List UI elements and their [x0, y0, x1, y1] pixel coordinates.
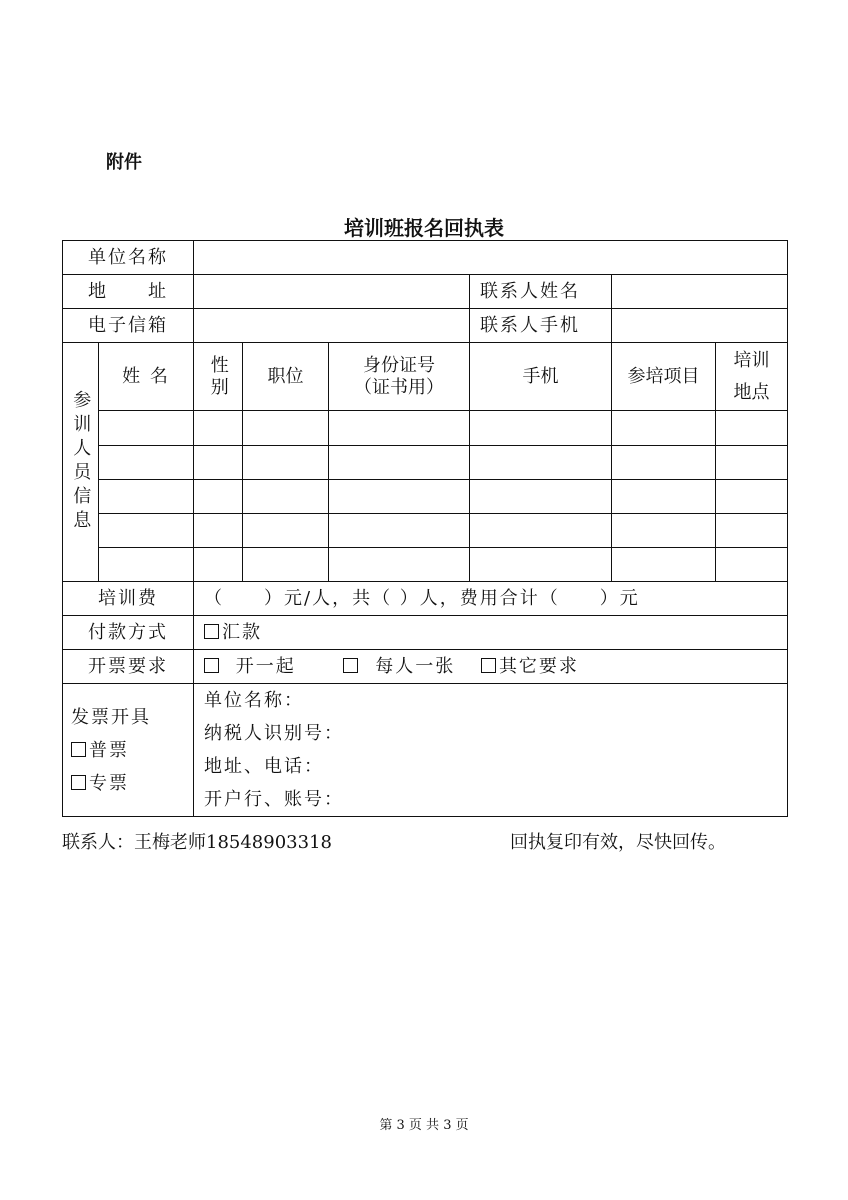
- form-title: 培训班报名回执表: [344, 216, 504, 240]
- participant-position-cell[interactable]: [243, 514, 329, 548]
- participant-project-cell[interactable]: [612, 411, 716, 446]
- participant-gender-cell[interactable]: [194, 411, 243, 446]
- participant-phone-cell[interactable]: [470, 446, 612, 480]
- email-field[interactable]: [194, 309, 470, 343]
- invoice-tax-id-label: 纳税人识别号：: [204, 723, 344, 744]
- participant-row: [63, 480, 788, 514]
- invoice-address-phone-label: 地址、电话：: [204, 756, 324, 777]
- other-requirement-label: 其它要求: [498, 655, 579, 677]
- participant-row: [63, 411, 788, 446]
- header-gender: [194, 343, 243, 411]
- invoice-req-label: 开票要求: [63, 650, 194, 684]
- participant-id-cell[interactable]: [329, 548, 470, 582]
- registration-form-table: [62, 240, 788, 817]
- participant-phone-cell[interactable]: [470, 548, 612, 582]
- participant-name-cell[interactable]: [99, 514, 194, 548]
- combined-invoice-label: 开一起: [235, 655, 296, 677]
- attachment-label: 附件: [106, 152, 142, 173]
- invoice-type-cell: [63, 684, 194, 817]
- contact-name-label: 联系人姓名: [470, 275, 612, 309]
- invoice-type-label: 发票开具: [71, 706, 151, 728]
- payment-options: [194, 616, 788, 650]
- footer-note: 回执复印有效，尽快回传。: [510, 832, 726, 853]
- header-position: 职位: [243, 343, 329, 411]
- participant-name-cell[interactable]: [99, 548, 194, 582]
- page-number: 第 3 页 共 3 页: [379, 1118, 469, 1133]
- participant-location-cell[interactable]: [716, 480, 788, 514]
- header-project: 参培项目: [612, 343, 716, 411]
- header-gender-text: 性别: [207, 354, 229, 399]
- participant-location-cell[interactable]: [716, 411, 788, 446]
- combined-invoice-checkbox[interactable]: [204, 658, 219, 673]
- participant-name-cell[interactable]: [99, 446, 194, 480]
- participant-project-cell[interactable]: [612, 480, 716, 514]
- participant-phone-cell[interactable]: [470, 514, 612, 548]
- header-name: 姓 名: [99, 343, 194, 411]
- participant-gender-cell[interactable]: [194, 548, 243, 582]
- participant-location-cell[interactable]: [716, 514, 788, 548]
- header-location-text: 培训地点: [733, 349, 770, 403]
- participant-position-cell[interactable]: [243, 446, 329, 480]
- payment-label: 付款方式: [63, 616, 194, 650]
- participant-id-cell[interactable]: [329, 514, 470, 548]
- participant-row: [63, 446, 788, 480]
- other-requirement-checkbox[interactable]: [481, 658, 496, 673]
- per-person-invoice-checkbox[interactable]: [343, 658, 358, 673]
- participants-side-text: 参训人员信息: [70, 390, 92, 534]
- participant-location-cell[interactable]: [716, 446, 788, 480]
- footer-contact: 联系人：王梅老师18548903318: [62, 832, 332, 853]
- fee-text: （ ）元/人，共（ ）人，费用合计（ ）元: [194, 582, 788, 616]
- fee-label: 培训费: [63, 582, 194, 616]
- invoice-unit-name-label: 单位名称：: [204, 690, 304, 711]
- special-invoice-checkbox[interactable]: [71, 775, 86, 790]
- header-phone: 手机: [470, 343, 612, 411]
- participant-id-cell[interactable]: [329, 411, 470, 446]
- participant-gender-cell[interactable]: [194, 514, 243, 548]
- header-id-number-line2: （证书用）: [354, 376, 444, 398]
- participant-row: [63, 514, 788, 548]
- participant-project-cell[interactable]: [612, 514, 716, 548]
- participant-id-cell[interactable]: [329, 480, 470, 514]
- special-invoice-label: 专票: [89, 772, 129, 794]
- contact-phone-label: 联系人手机: [470, 309, 612, 343]
- remittance-checkbox[interactable]: [204, 624, 219, 639]
- participant-project-cell[interactable]: [612, 446, 716, 480]
- contact-phone-field[interactable]: [612, 309, 788, 343]
- header-location: [716, 343, 788, 411]
- remittance-option-label: 汇款: [222, 621, 262, 643]
- participant-position-cell[interactable]: [243, 411, 329, 446]
- header-id-number: [329, 343, 470, 411]
- participant-location-cell[interactable]: [716, 548, 788, 582]
- address-label: 地 址: [63, 275, 194, 309]
- participant-position-cell[interactable]: [243, 548, 329, 582]
- participant-name-cell[interactable]: [99, 411, 194, 446]
- participant-phone-cell[interactable]: [470, 480, 612, 514]
- invoice-details-cell[interactable]: [194, 684, 788, 817]
- invoice-req-options: [194, 650, 788, 684]
- email-label: 电子信箱: [63, 309, 194, 343]
- general-invoice-label: 普票: [89, 739, 129, 761]
- unit-name-field[interactable]: [194, 241, 788, 275]
- participants-side-label: [63, 343, 99, 582]
- unit-name-label: 单位名称: [63, 241, 194, 275]
- per-person-invoice-label: 每人一张: [375, 655, 456, 677]
- header-id-number-line1: 身份证号: [363, 354, 435, 376]
- special-invoice-option: [71, 767, 193, 800]
- participant-project-cell[interactable]: [612, 548, 716, 582]
- invoice-bank-account-label: 开户行、账号：: [204, 789, 344, 810]
- general-invoice-checkbox[interactable]: [71, 742, 86, 757]
- participant-gender-cell[interactable]: [194, 480, 243, 514]
- address-field[interactable]: [194, 275, 470, 309]
- participant-gender-cell[interactable]: [194, 446, 243, 480]
- participant-id-cell[interactable]: [329, 446, 470, 480]
- participant-row: [63, 548, 788, 582]
- participant-name-cell[interactable]: [99, 480, 194, 514]
- contact-name-field[interactable]: [612, 275, 788, 309]
- general-invoice-option: [71, 734, 193, 767]
- participant-phone-cell[interactable]: [470, 411, 612, 446]
- participant-position-cell[interactable]: [243, 480, 329, 514]
